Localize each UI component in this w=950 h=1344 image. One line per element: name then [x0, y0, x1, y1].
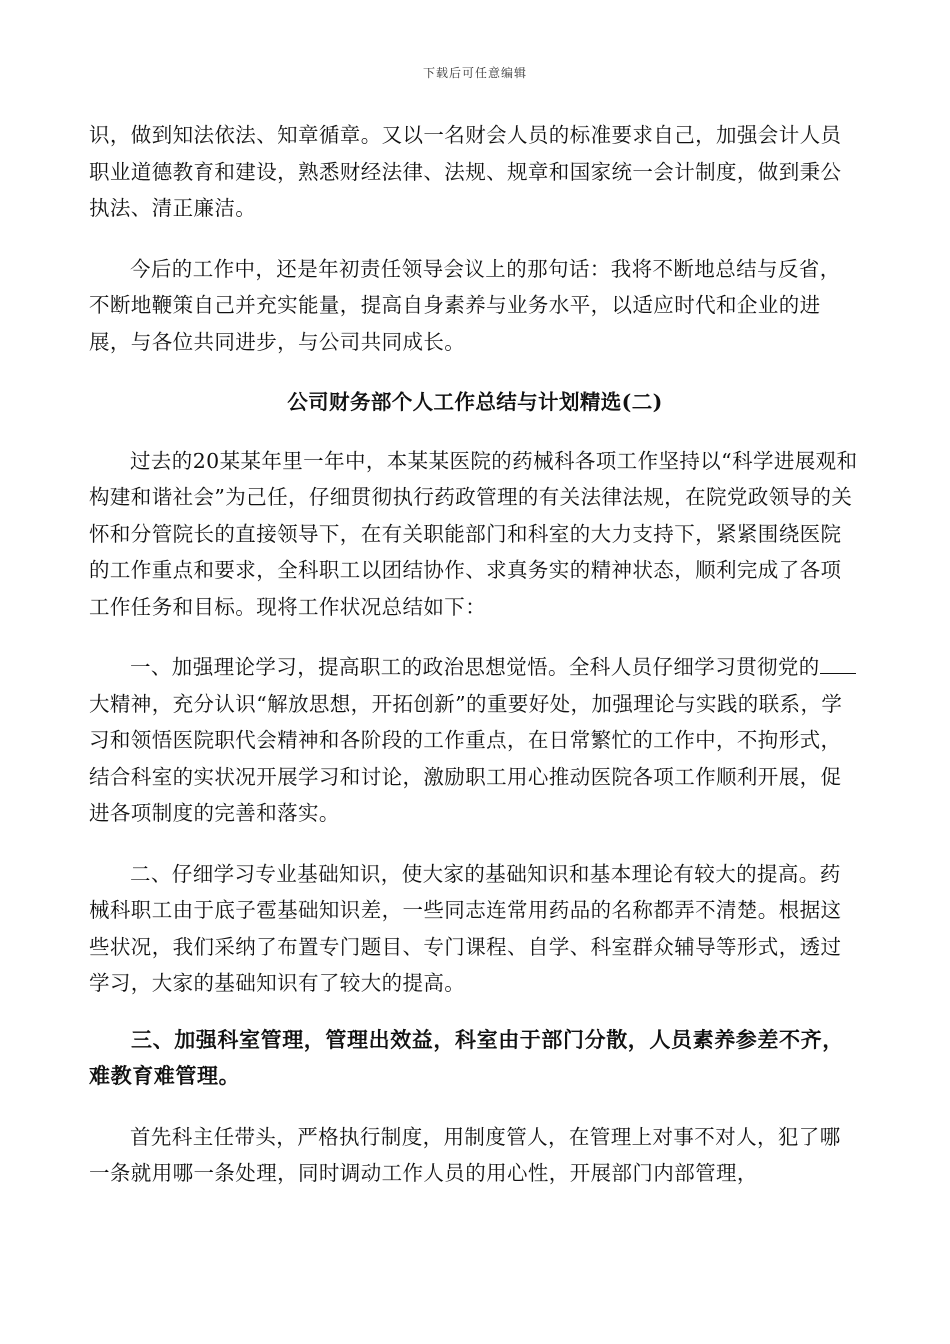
paragraph-2: 今后的工作中，还是年初责任领导会议上的那句话：我将不断地总结与反省，不断地鞭策自己并充实能量，提高自身素养与业务水平，以适应时代和企业的进展，与各位共同进步，与公司共同成长。 [89, 256, 841, 354]
section-title: 公司财务部个人工作总结与计划精选(二) [287, 390, 663, 414]
paragraph-7: 首先科主任带头，严格执行制度，用制度管人，在管理上对事不对人，犯了哪一条就用哪一条处理，同时调动工作人员的用心性，开展部门内部管理， [89, 1124, 841, 1185]
paragraph-3: 过去的20某某年里一年中，本某某医院的药械科各项工作坚持以“科学进展观和构建和谐社会”为己任，仔细贯彻执行药政管理的有关法律法规，在院党政领导的关怀和分管院长的直接领导下，在有关职能部门和科室的大力支持下，紧紧围绕医院的工作重点和要求，全科职工以团结协作、求真务实的精神状态，顺利完成了各项工作任务和目标。现将工作状况总结如下： [89, 448, 858, 619]
paragraph-4 [89, 649, 861, 832]
paragraph-4-end: 大精神，充分认识“解放思想，开拓创新”的重要好处，加强理论与实践的联系，学习和领悟医院职代会精神和各阶段的工作重点，在日常繁忙的工作中，不拘形式，结合科室的实状况开展学习和讨论，激励职工用心推动医院各项工作顺利开展，促进各项制度的完善和落实。 [89, 691, 843, 825]
paragraph-5: 二、仔细学习专业基础知识，使大家的基础知识和基本理论有较大的提高。药械科职工由于底子雹基础知识差，一些同志连常用药品的名称都弄不清楚。根据这些状况，我们采纳了布置专门题目、专门课程、自学、科室群众辅导等形式，透过学习，大家的基础知识有了较大的提高。 [89, 861, 842, 995]
fill-in-blank [820, 653, 856, 674]
paragraph-6-bold: 三、加强科室管理，管理出效益，科室由于部门分散，人员素养参差不齐，难教育难管理。 [89, 1026, 844, 1088]
paragraph-1: 识，做到知法依法、知章循章。又以一名财会人员的标准要求自己，加强会计人员职业道德教育和建设，熟悉财经法律、法规、规章和国家统一会计制度，做到秉公执法、清正廉洁。 [89, 123, 842, 220]
paragraph-4-start: 一、加强理论学习，提高职工的政治思想觉悟。全科人员仔细学习贯彻党的 [130, 655, 820, 679]
document-body [89, 117, 861, 1216]
page-header: 下载后可任意编辑 [422, 66, 527, 80]
